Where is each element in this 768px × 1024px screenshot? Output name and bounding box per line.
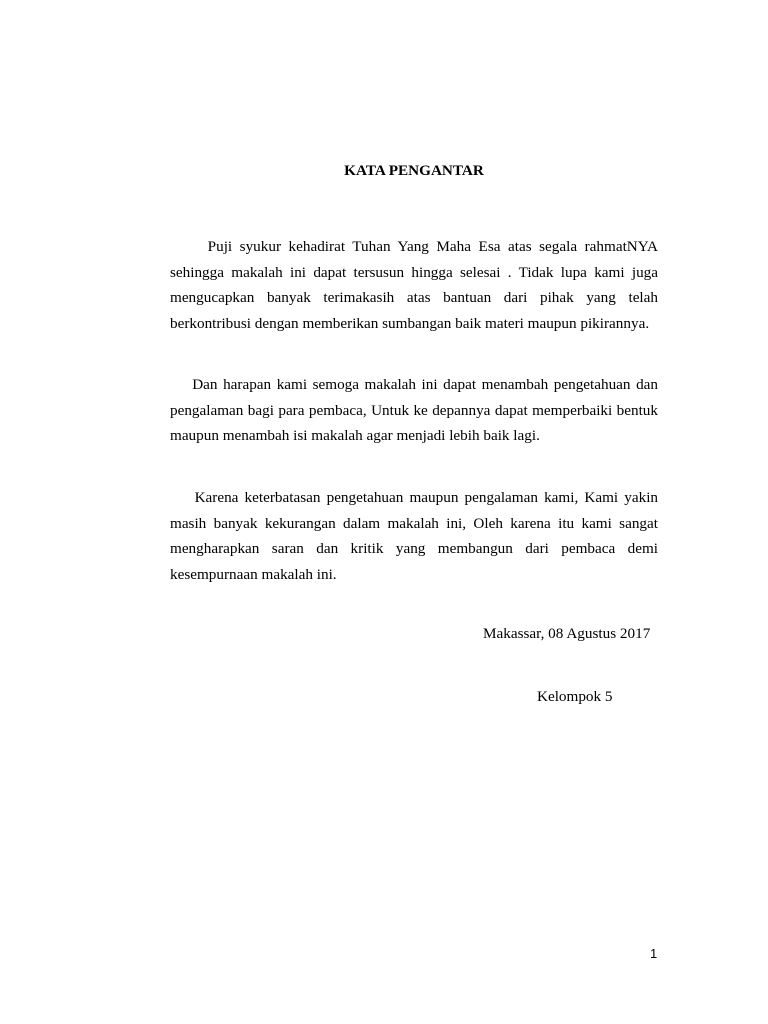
group-name: Kelompok 5 xyxy=(537,688,613,705)
paragraph-1: Puji syukur kehadirat Tuhan Yang Maha Esa atas segala rahmatNYA sehingga makalah ini dapat tersusun hingga selesai . Tidak lupa kami juga mengucapkan banyak terimakasih atas bantuan dari pihak yang telah berkontribusi dengan memberikan sumbangan baik materi maupun pikirannya. xyxy=(170,238,662,332)
page-title: KATA PENGANTAR xyxy=(344,162,484,179)
place-date: Makassar, 08 Agustus 2017 xyxy=(483,625,651,642)
paragraph-2: Dan harapan kami semoga makalah ini dapat menambah pengetahuan dan pengalaman bagi para pembaca, Untuk ke depannya dapat memperbaiki bentuk maupun menambah isi makalah agar menjadi lebih baik lagi. xyxy=(170,376,662,444)
paragraph-3: Karena keterbatasan pengetahuan maupun pengalaman kami, Kami yakin masih banyak kekurangan dalam makalah ini, Oleh karena itu kami sangat mengharapkan saran dan kritik yang membangun dari pembaca demi kesempurnaan makalah ini. xyxy=(170,489,662,583)
page-number: 1 xyxy=(650,946,658,961)
